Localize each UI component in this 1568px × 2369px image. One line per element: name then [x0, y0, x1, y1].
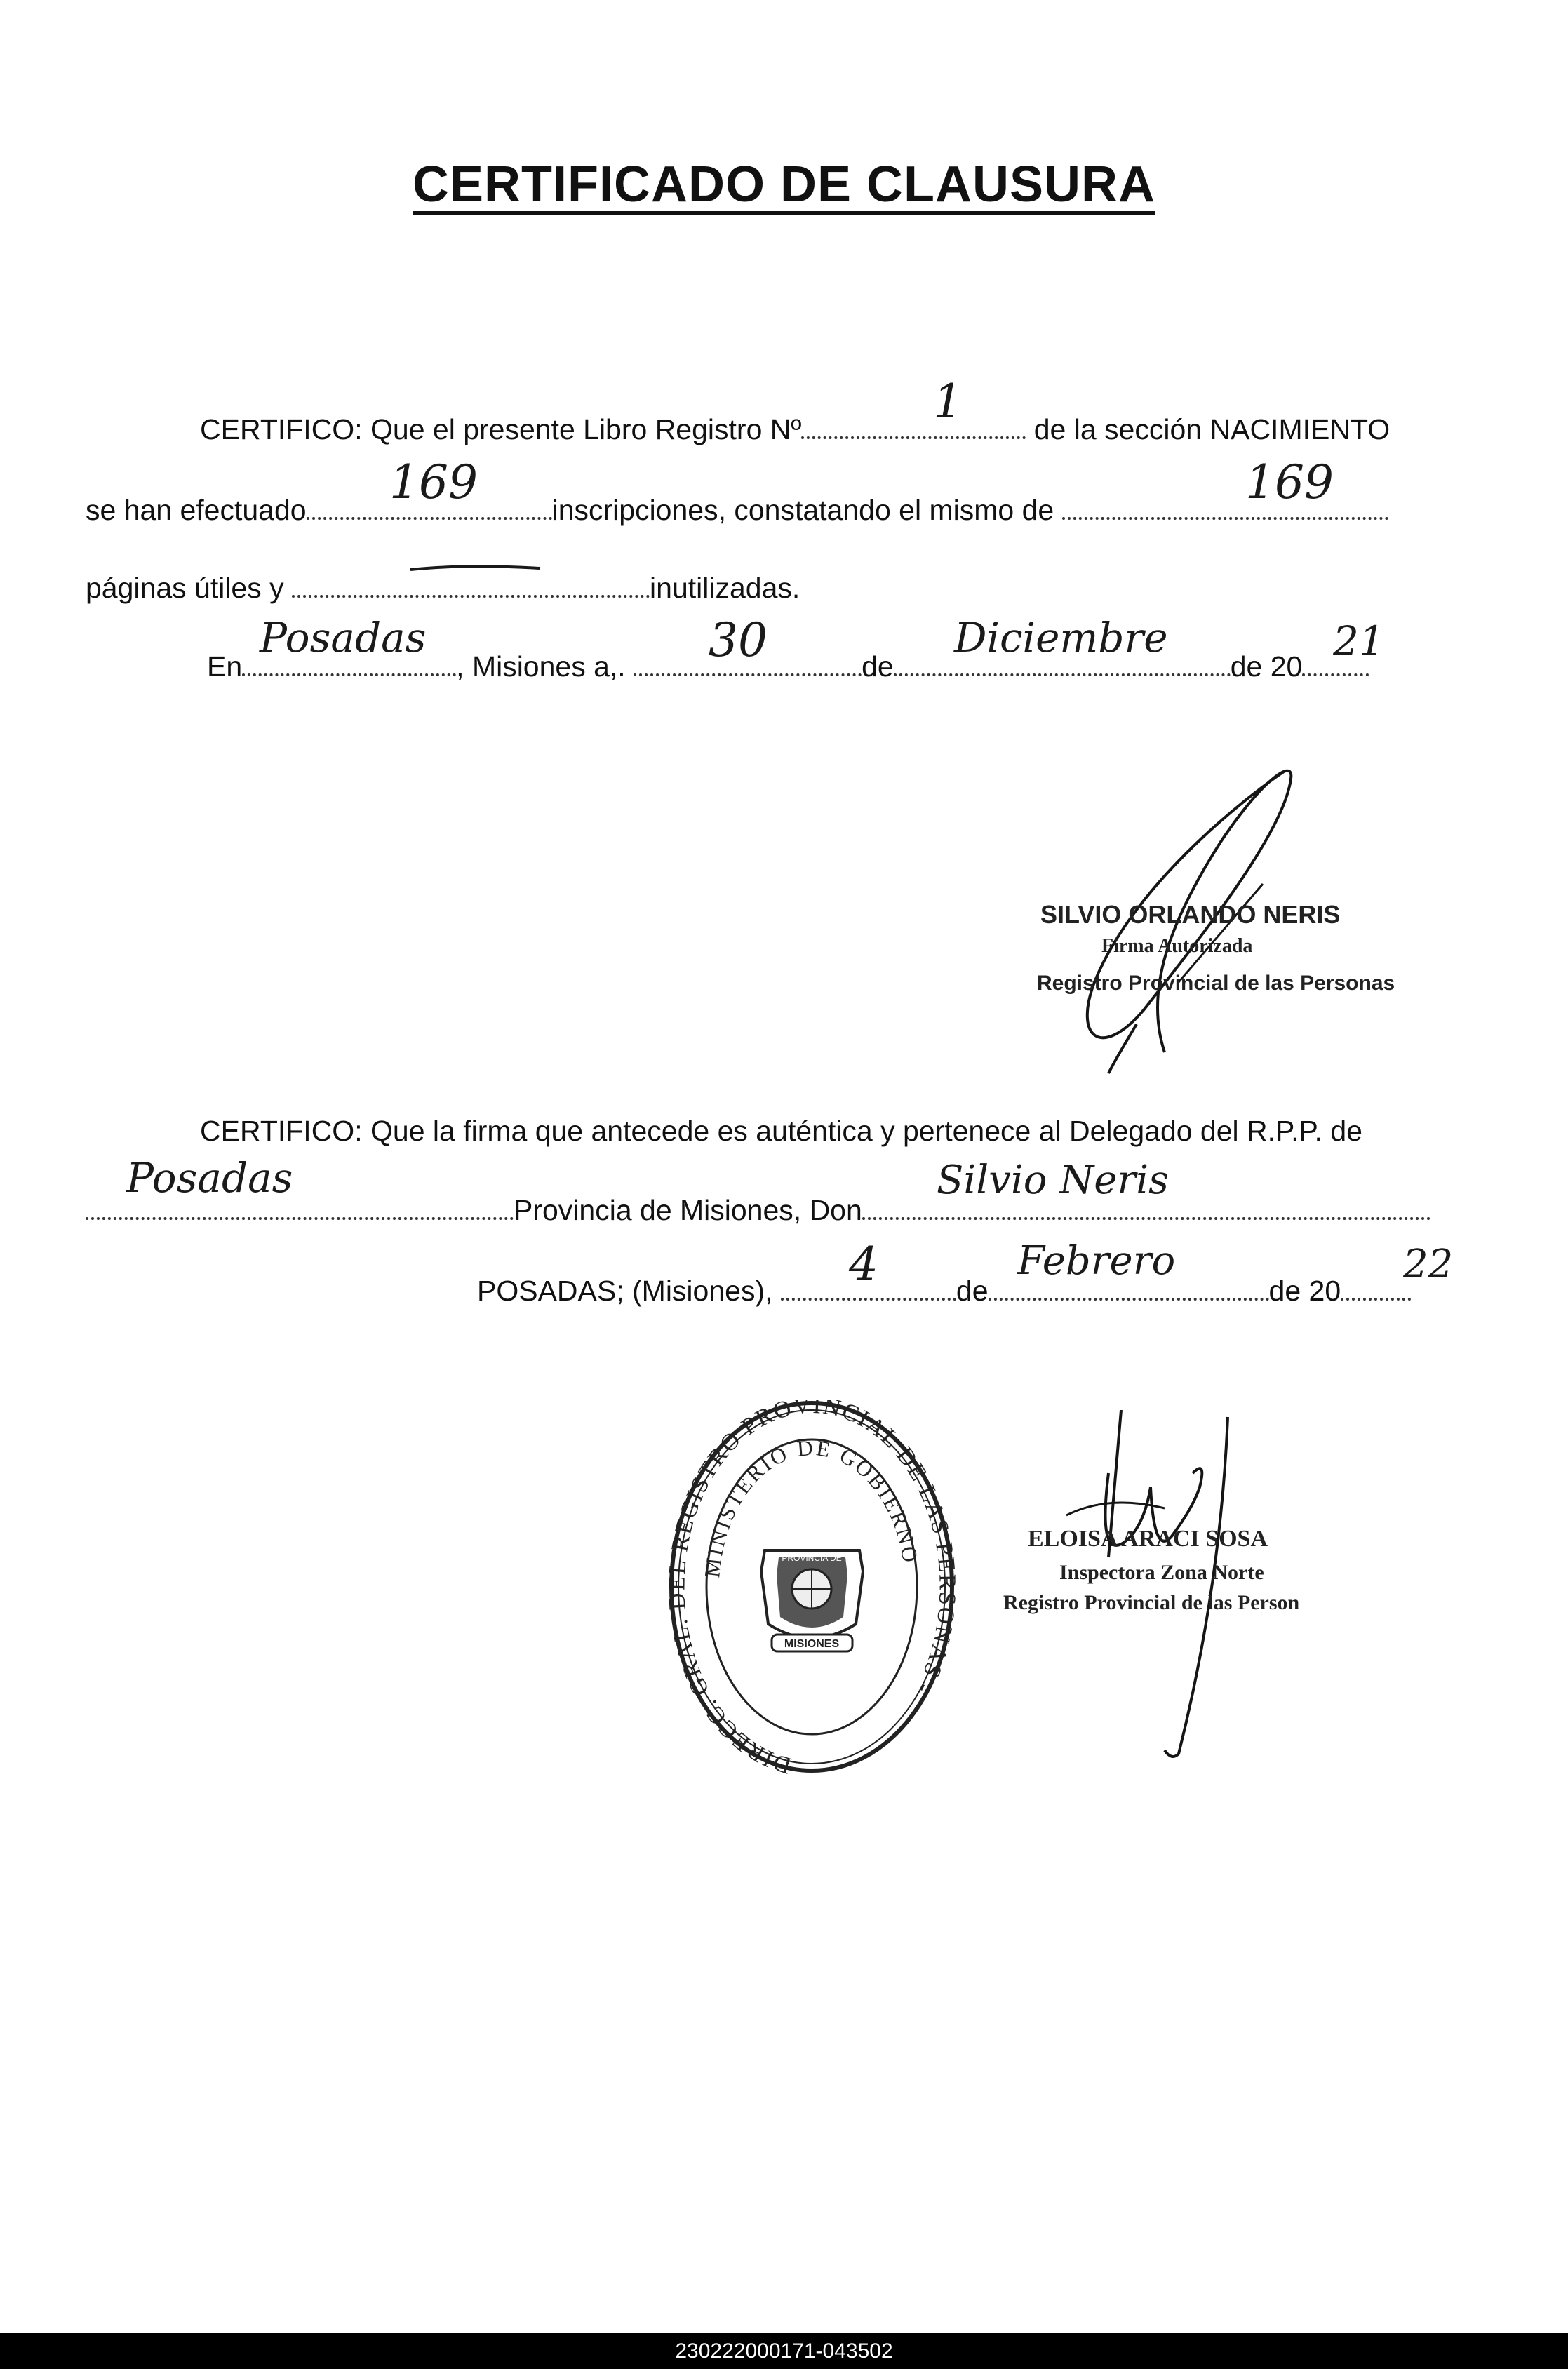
cert1-text-f: inutilizadas.	[650, 572, 800, 604]
handwritten-dash	[407, 561, 547, 575]
signer2-office: Registro Provincial de las Person	[1003, 1591, 1300, 1614]
dotted-line	[634, 673, 862, 676]
dotted-line	[781, 1298, 956, 1301]
cert2-label: CERTIFICO:	[200, 1115, 363, 1147]
handwritten-anio-2: 22	[1403, 1242, 1454, 1287]
coat-of-arms-icon	[761, 1550, 863, 1651]
cert1-text-b: de la sección	[1033, 413, 1202, 445]
handwritten-don: Silvio Neris	[937, 1157, 1169, 1203]
cert2-line-3	[477, 1277, 1411, 1306]
cert2-text-b: Provincia de Misiones, Don	[514, 1194, 862, 1226]
cert1-text-c: se han efectuado	[86, 494, 307, 526]
de-label: de	[956, 1275, 989, 1307]
cert2-text-a: Que la firma que antecede es auténtica y pertenece al Delegado del R.P.P. de	[370, 1115, 1362, 1147]
signer1-office: Registro Provincial de las Personas	[1037, 972, 1395, 995]
dotted-line	[307, 517, 552, 520]
title-text: CERTIFICADO DE CLAUSURA	[413, 156, 1155, 213]
misiones-label: , Misiones a,.	[456, 650, 626, 683]
footer-bar	[0, 2333, 1568, 2369]
handwritten-dia: 30	[709, 613, 768, 667]
handwritten-anio: 21	[1333, 617, 1385, 665]
dotted-line	[989, 1298, 1269, 1301]
signer2-role: Inspectora Zona Norte	[1059, 1561, 1264, 1584]
cert1-text-d: inscripciones, constatando el mismo de	[551, 494, 1054, 526]
dotted-line	[1341, 1298, 1411, 1301]
dotted-line	[1302, 673, 1369, 676]
signer1-role: Firma Autorizada	[1101, 935, 1253, 957]
handwritten-paginas: 169	[1245, 455, 1334, 509]
signer2-name: ELOISA ARACI SOSA	[1028, 1526, 1268, 1552]
emblem-top-text: PROVINCIA DE	[782, 1553, 842, 1563]
cert1-line-1	[200, 415, 1390, 444]
handwritten-mes: Diciembre	[954, 614, 1168, 662]
dotted-line	[894, 673, 1231, 676]
dotted-line	[86, 1217, 514, 1220]
handwritten-localidad: Posadas	[126, 1154, 293, 1202]
en-label: En	[207, 650, 243, 683]
handwritten-dia-2: 4	[849, 1237, 878, 1291]
handwritten-lugar: Posadas	[260, 614, 427, 662]
dotted-line	[862, 1217, 1430, 1220]
cert2-line-1	[200, 1117, 1362, 1146]
handwritten-inscripciones: 169	[389, 455, 478, 509]
dotted-line	[292, 595, 650, 598]
signature-2	[1038, 1403, 1263, 1775]
footer-code: 230222000171-043502	[675, 2340, 893, 2363]
cert1-line-2	[86, 496, 1388, 525]
handwritten-libro-numero: 1	[933, 375, 963, 429]
cert1-seccion: NACIMIENTO	[1209, 413, 1391, 445]
cert1-line-3	[86, 574, 800, 603]
cert1-label: CERTIFICO:	[200, 413, 363, 445]
posadas-label: POSADAS; (Misiones),	[477, 1275, 773, 1307]
dotted-line	[1062, 517, 1388, 520]
dotted-line	[242, 673, 456, 676]
cert1-text-a: Que el presente Libro Registro Nº	[370, 413, 802, 445]
cert1-text-e: páginas útiles y	[86, 572, 284, 604]
seal-inner-text: MINISTERIO DE GOBIERNO	[699, 1435, 923, 1579]
signer1-name: SILVIO ORLANDO NERIS	[1040, 900, 1341, 929]
official-seal	[666, 1400, 958, 1775]
document-title	[0, 156, 1568, 213]
handwritten-mes-2: Febrero	[1017, 1238, 1176, 1284]
emblem-bottom-text: MISIONES	[784, 1638, 840, 1650]
anio-prefix: de 20	[1268, 1275, 1341, 1307]
dotted-line	[801, 436, 1026, 439]
de-label: de	[862, 650, 894, 683]
anio-prefix: de 20	[1230, 650, 1303, 683]
seal-outer-text: DIRECC. GRAL. DEL REGISTRO PROVINCIAL DE LAS PERSONAS -	[666, 1400, 958, 1775]
